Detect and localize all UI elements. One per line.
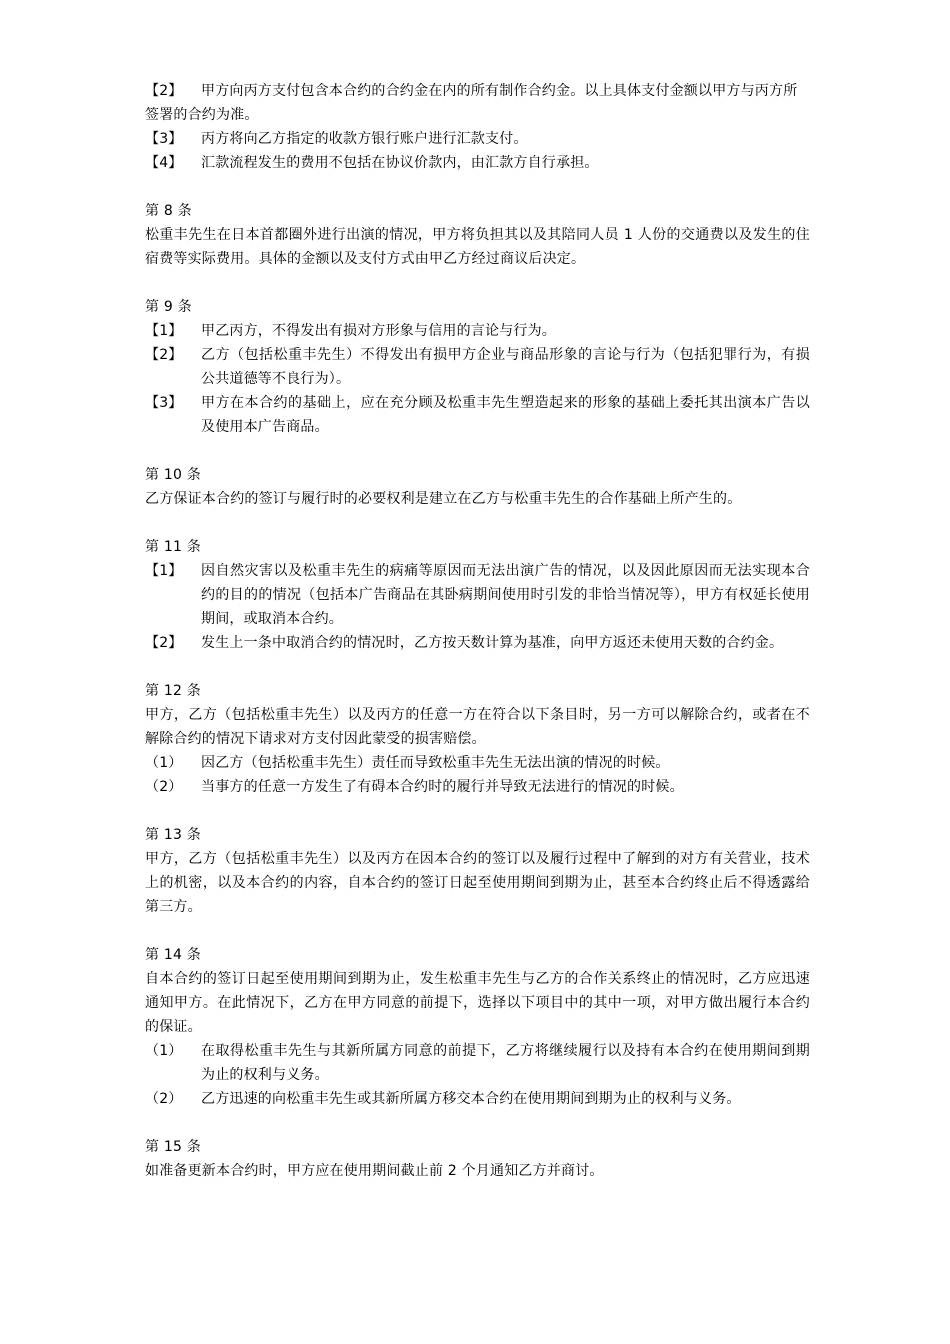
- clause-label: （1）: [145, 755, 183, 771]
- clause-label: 【1】: [145, 323, 183, 339]
- clause-label: 【3】: [145, 395, 183, 411]
- clause-label: 【4】: [145, 155, 183, 171]
- article-11: [145, 535, 810, 655]
- article-body: 自本合约的签订日起至使用期间到期为止，发生松重丰先生与乙方的合作关系终止的情况时，乙方应迅速通知甲方。在此情况下，乙方在甲方同意的前提下，选择以下项目中的其中一项，对甲方做出履行本合约的保证。: [145, 971, 810, 1035]
- clause-label: 【2】: [145, 347, 183, 363]
- clause-item: [145, 79, 810, 127]
- article-9: [145, 295, 810, 439]
- article-body: 如准备更新本合约时，甲方应在使用期间截止前 2 个月通知乙方并商讨。: [145, 1163, 604, 1179]
- article-body: 乙方保证本合约的签订与履行时的必要权利是建立在乙方与松重丰先生的合作基础上所产生的。: [145, 491, 742, 507]
- article-10: [145, 463, 810, 511]
- clause-text: 因自然灾害以及松重丰先生的病痛等原因而无法出演广告的情况，以及因此原因而无法实现本合约的目的的情况（包括本广告商品在其卧病期间使用时引发的非恰当情况等），甲方有权延长使用期间，或取消本合约。: [201, 563, 810, 627]
- clause-text: 在取得松重丰先生与其新所属方同意的前提下，乙方将继续履行以及持有本合约在使用期间到期为止的权利与义务。: [201, 1043, 810, 1083]
- clause-item: [145, 559, 810, 631]
- article-heading: 第 9 条: [145, 299, 192, 315]
- clause-text: 汇款流程发生的费用不包括在协议价款内，由汇款方自行承担。: [201, 155, 599, 171]
- article-12: [145, 679, 810, 799]
- article-heading: 第 15 条: [145, 1139, 201, 1155]
- clause-item: [145, 343, 810, 391]
- clause-text: 因乙方（包括松重丰先生）责任而导致松重丰先生无法出演的情况的时候。: [201, 755, 670, 771]
- article-body: 甲方，乙方（包括松重丰先生）以及丙方在因本合约的签订以及履行过程中了解到的对方有关营业，技术上的机密，以及本合约的内容，自本合约的签订日起至使用期间到期为止，甚至本合约终止后不得透露给第三方。: [145, 851, 810, 915]
- clause-text: 当事方的任意一方发生了有碍本合约时的履行并导致无法进行的情况的时候。: [201, 779, 684, 795]
- clause-text: 甲方在本合约的基础上，应在充分顾及松重丰先生塑造起来的形象的基础上委托其出演本广告以及使用本广告商品。: [201, 395, 810, 435]
- article-heading: 第 14 条: [145, 947, 201, 963]
- article-13: [145, 823, 810, 919]
- clause-text: 丙方将向乙方指定的收款方银行账户进行汇款支付。: [201, 131, 528, 147]
- clause-text: 甲乙丙方，不得发出有损对方形象与信用的言论与行为。: [201, 323, 556, 339]
- clause-item: [145, 775, 810, 799]
- clause-item: [145, 391, 810, 439]
- clause-item: [145, 151, 810, 175]
- clause-text: 发生上一条中取消合约的情况时，乙方按天数计算为基准，向甲方返还未使用天数的合约金。: [201, 635, 784, 651]
- clause-label: 【3】: [145, 131, 183, 147]
- contract-page: [145, 79, 810, 1207]
- article-heading: 第 12 条: [145, 683, 201, 699]
- clause-label: （1）: [145, 1043, 183, 1059]
- clause-item: [145, 127, 810, 151]
- article-heading: 第 13 条: [145, 827, 201, 843]
- article-heading: 第 11 条: [145, 539, 201, 555]
- article-heading: 第 8 条: [145, 203, 192, 219]
- article-14: [145, 943, 810, 1111]
- article-heading: 第 10 条: [145, 467, 201, 483]
- clause-label: 【2】: [145, 83, 183, 99]
- article-body: 松重丰先生在日本首都圈外进行出演的情况，甲方将负担其以及其陪同人员 1 人份的交通费以及发生的住宿费等实际费用。具体的金额以及支付方式由甲乙方经过商议后决定。: [145, 227, 810, 267]
- clause-label: （2）: [145, 1091, 183, 1107]
- article-15: [145, 1135, 810, 1183]
- article-8: [145, 199, 810, 271]
- article-body: 甲方，乙方（包括松重丰先生）以及丙方的任意一方在符合以下条目时，另一方可以解除合约，或者在不解除合约的情况下请求对方支付因此蒙受的损害赔偿。: [145, 707, 810, 747]
- intro-payment-clauses: [145, 79, 810, 175]
- clause-label: （2）: [145, 779, 183, 795]
- clause-item: [145, 1039, 810, 1087]
- clause-text: 乙方迅速的向松重丰先生或其新所属方移交本合约在使用期间到期为止的权利与义务。: [201, 1091, 741, 1107]
- clause-label: 【1】: [145, 563, 183, 579]
- clause-item: [145, 631, 810, 655]
- clause-item: [145, 1087, 810, 1111]
- clause-item: [145, 319, 810, 343]
- clause-text: 甲方向丙方支付包含本合约的合约金在内的所有制作合约金。以上具体支付金额以甲方与丙方所签署的合约为准。: [145, 83, 798, 123]
- clause-item: [145, 751, 810, 775]
- clause-text: 乙方（包括松重丰先生）不得发出有损甲方企业与商品形象的言论与行为（包括犯罪行为，有损公共道德等不良行为）。: [201, 347, 810, 387]
- clause-label: 【2】: [145, 635, 183, 651]
